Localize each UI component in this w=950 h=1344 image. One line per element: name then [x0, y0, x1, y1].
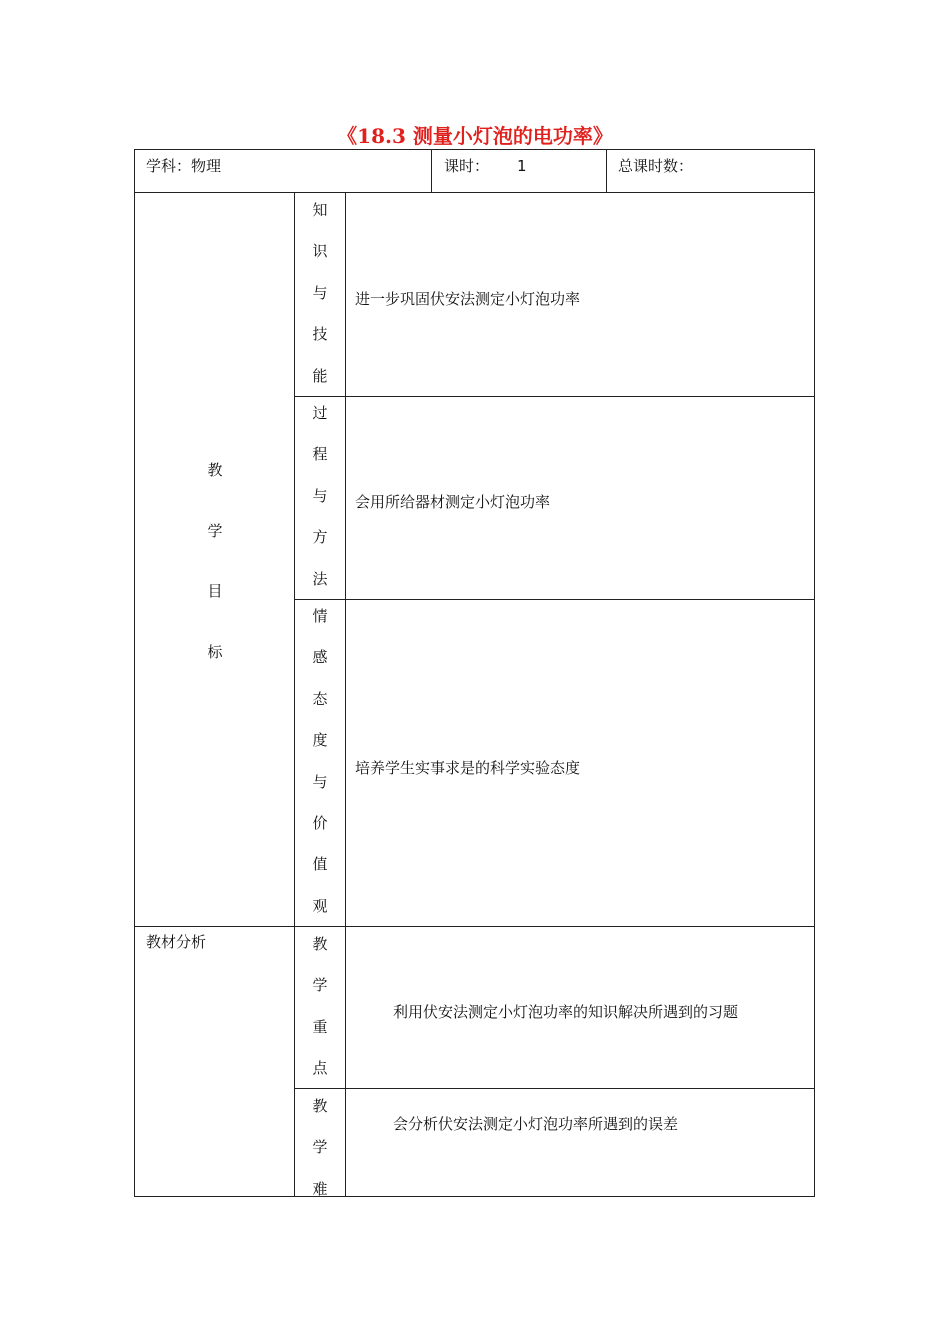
- subject-cell: 学科：物理: [146, 157, 222, 175]
- category-difficulties: 教 学 难: [312, 1097, 328, 1198]
- content-process-method: 会用所给器材测定小灯泡功率: [355, 493, 551, 511]
- periods-label: 课时：: [444, 157, 490, 175]
- category-knowledge-skills: 知 识 与 技 能: [312, 201, 328, 385]
- periods-value: 1: [517, 157, 527, 175]
- category-key-points: 教 学 重 点: [312, 935, 328, 1078]
- content-difficulties: 会分析伏安法测定小灯泡功率所遇到的误差: [393, 1115, 679, 1133]
- category-process-method: 过 程 与 方 法: [312, 404, 328, 588]
- total-periods-label: 总课时数：: [618, 157, 694, 175]
- document-title: 《18.3 测量小灯泡的电功率》: [337, 124, 613, 148]
- content-knowledge-skills: 进一步巩固伏安法测定小灯泡功率: [355, 290, 581, 308]
- material-analysis-label: 教材分析: [146, 933, 207, 951]
- teaching-objectives-label: 教 学 目 标: [207, 461, 223, 661]
- content-key-points: 利用伏安法测定小灯泡功率的知识解决所遇到的习题: [393, 1003, 739, 1021]
- content-emotion-attitude-values: 培养学生实事求是的科学实验态度: [355, 759, 581, 777]
- category-emotion-attitude-values: 情 感 态 度 与 价 值 观: [312, 607, 328, 915]
